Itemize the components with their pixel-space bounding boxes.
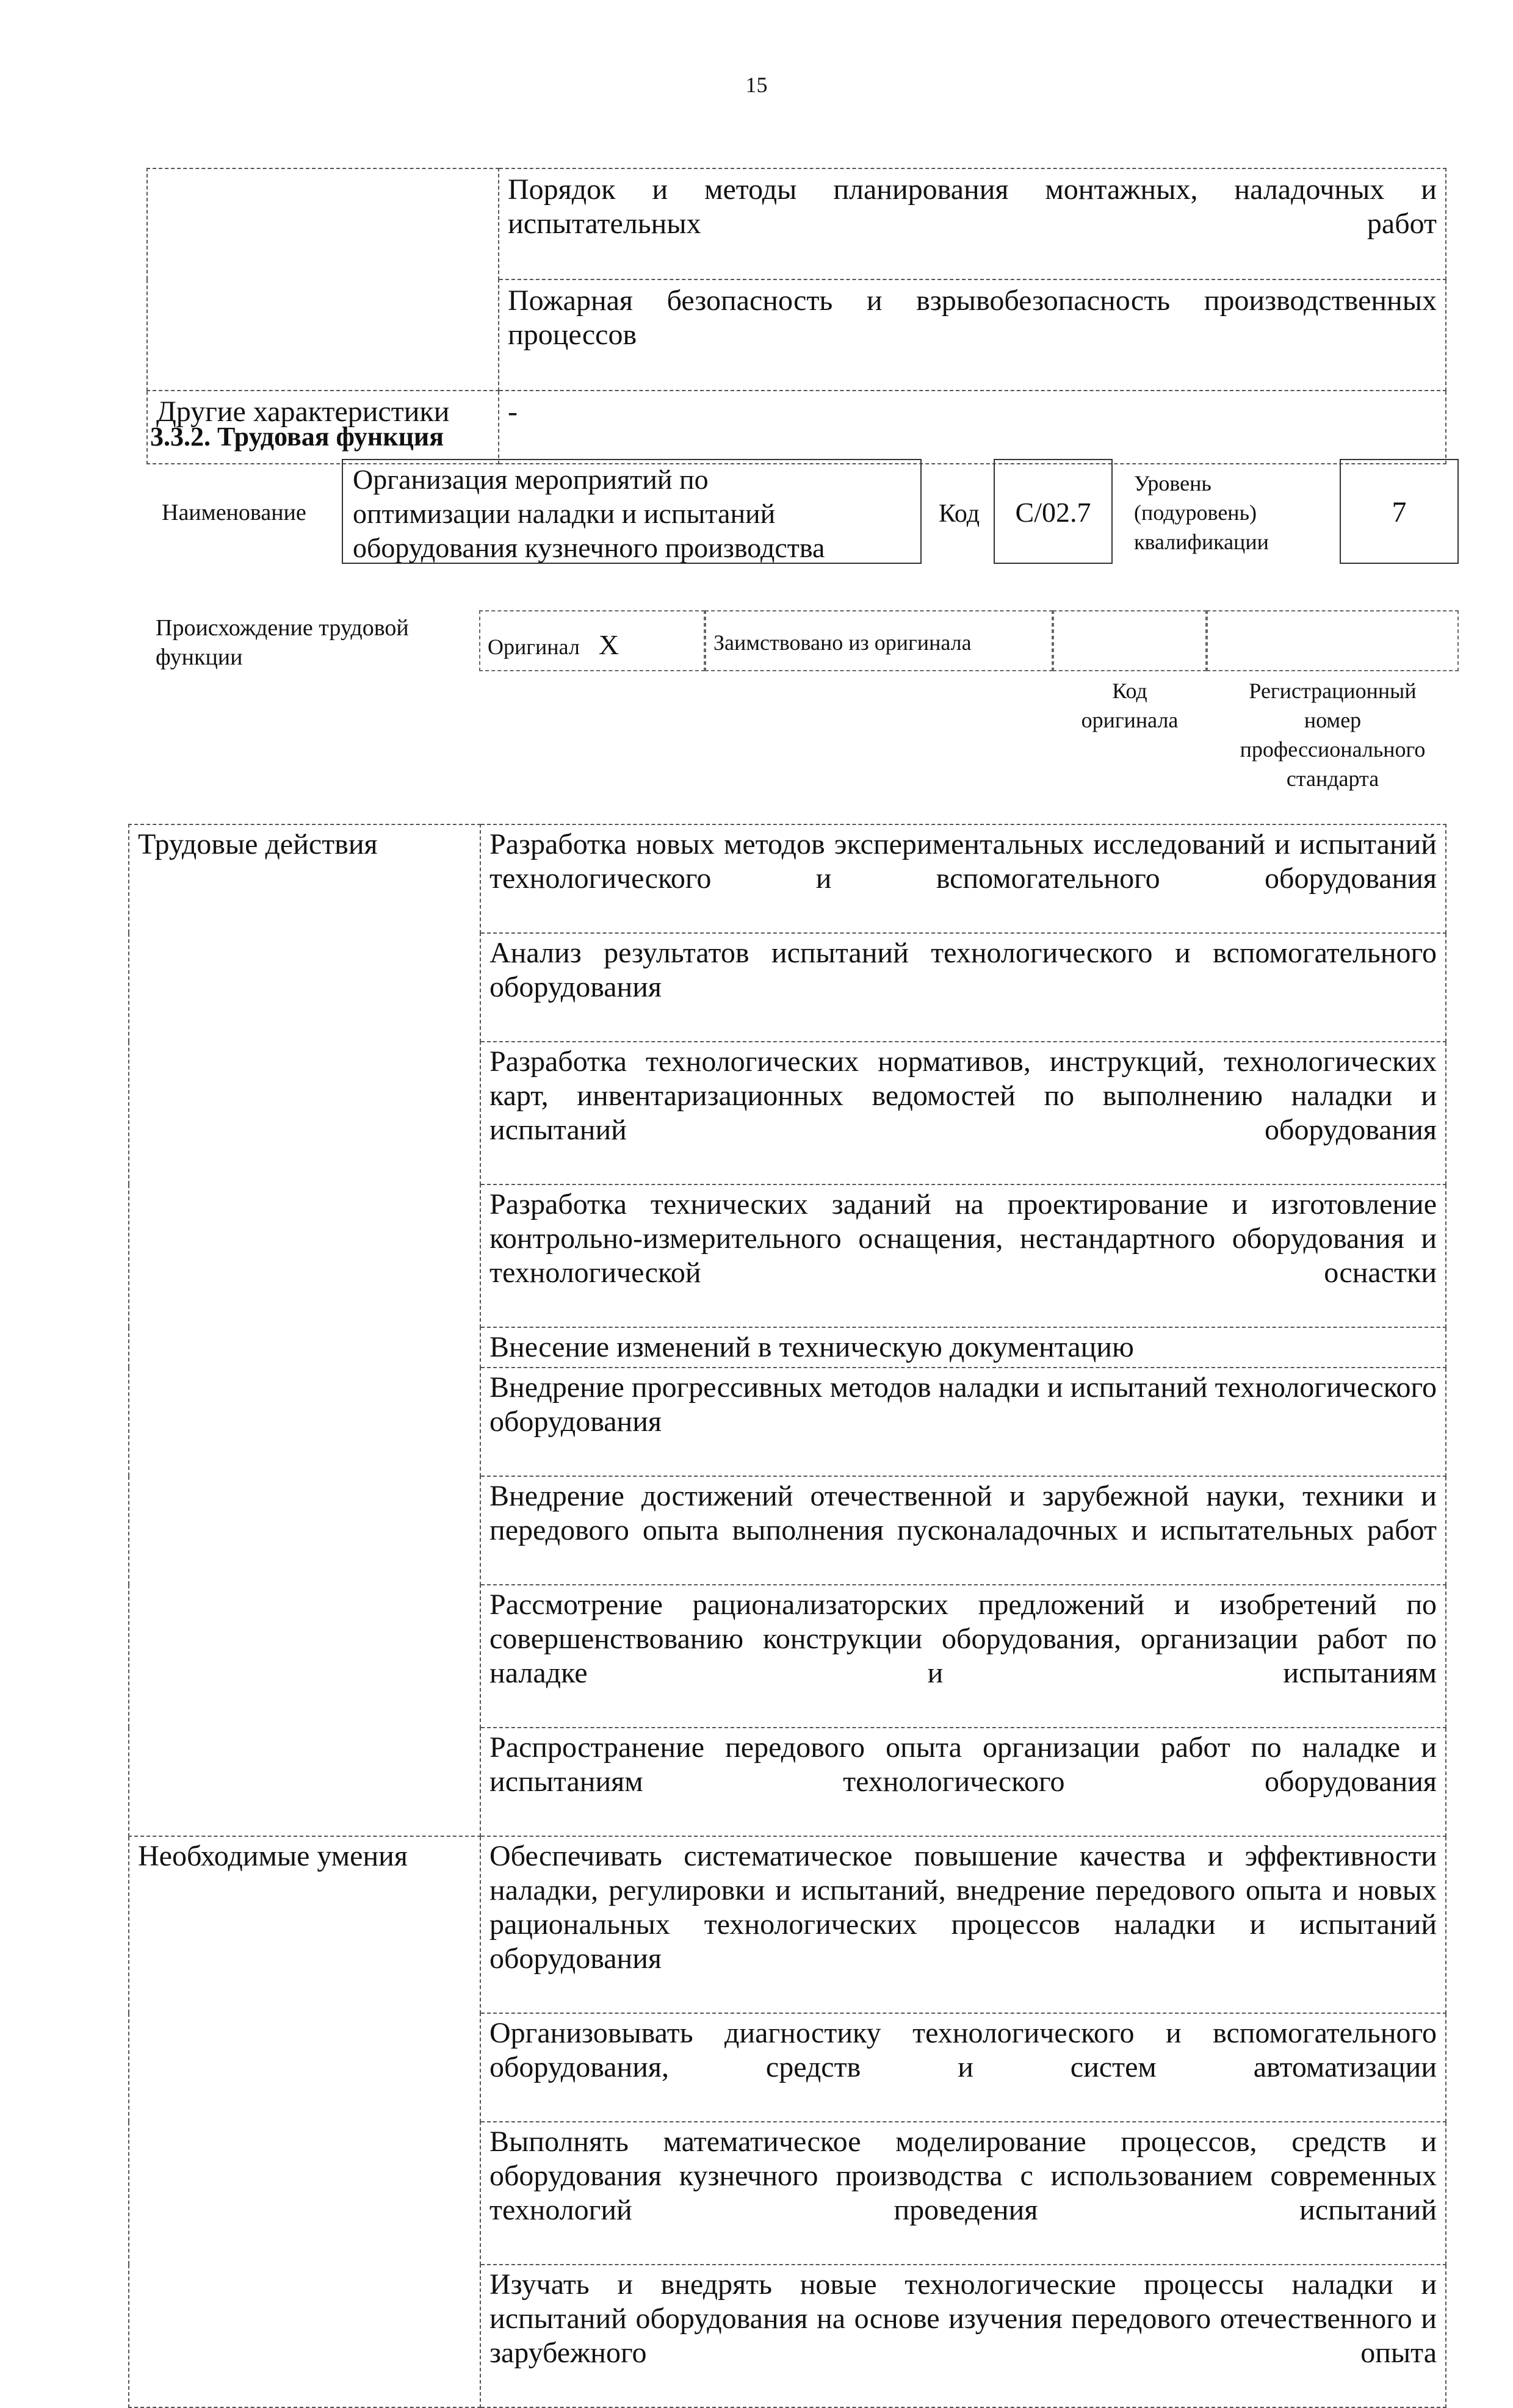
level-label-line: квалификации xyxy=(1134,530,1269,554)
table-cell: Внедрение прогрессивных методов наладки и испытаний технологического оборудования xyxy=(480,1368,1446,1476)
table-cell: - xyxy=(499,391,1446,464)
table-cell: Разработка новых методов экспериментальных исследований и испытаний технологического и вспомогательного оборудования xyxy=(480,824,1446,933)
level-label-line: (подуровень) xyxy=(1134,500,1257,525)
section-heading: 3.3.2. Трудовая функция xyxy=(150,422,444,452)
table-cell: Внесение изменений в техническую документацию xyxy=(480,1327,1446,1368)
row-label: Необходимые умения xyxy=(129,1836,480,2407)
function-name-line: оборудования кузнечного производства xyxy=(353,532,825,563)
table-cell: Внедрение достижений отечественной и зарубежной науки, техники и передового опыта выполнения пусконаладочных и испытательных работ xyxy=(480,1476,1446,1585)
table-row xyxy=(129,1836,1446,2013)
table-cell: Рассмотрение рационализаторских предложений и изобретений по совершенствованию конструкции оборудования, организации работ по наладке и испытаниям xyxy=(480,1585,1446,1728)
table-cell: Разработка технических заданий на проектирование и изготовление контрольно-измерительного оснащения, нестандартного оборудования и технологической оснастки xyxy=(480,1184,1446,1327)
row-label xyxy=(147,168,499,391)
top-table xyxy=(146,168,1446,464)
origin-label-line: функции xyxy=(156,644,243,670)
page-number: 15 xyxy=(745,73,768,97)
caption-line: Код xyxy=(1112,679,1147,703)
borrowed-box: Заимствовано из оригинала xyxy=(705,610,1053,671)
row-label: Другие характеристики xyxy=(147,391,499,464)
name-label: Наименование xyxy=(162,500,306,525)
caption-line: номер xyxy=(1304,708,1362,732)
table-row xyxy=(147,168,1446,279)
table-cell: Обеспечивать систематическое повышение качества и эффективности наладки, регулировки и испытаний, внедрение передового опыта и новых рациональных технологических процессов наладки и испытаний оборудования xyxy=(480,1836,1446,2013)
original-box xyxy=(479,610,705,671)
level-label xyxy=(1134,469,1269,557)
table-cell: Разработка технологических нормативов, инструкций, технологических карт, инвентаризационных ведомостей по выполнению наладки и испытаний оборудования xyxy=(480,1042,1446,1184)
original-code-box xyxy=(1053,610,1207,671)
caption-line: оригинала xyxy=(1081,708,1179,732)
original-label: Оригинал xyxy=(488,635,580,659)
table-cell: Анализ результатов испытаний технологического и вспомогательного оборудования xyxy=(480,933,1446,1042)
code-value-box: С/02.7 xyxy=(994,459,1113,564)
function-name-line: оптимизации наладки и испытаний xyxy=(353,498,776,529)
table-cell: Порядок и методы планирования монтажных, наладочных и испытательных работ xyxy=(499,168,1446,279)
table-cell: Организовывать диагностику технологического и вспомогательного оборудования, средств и систем автоматизации xyxy=(480,2013,1446,2122)
table-row xyxy=(129,824,1446,933)
code-label: Код xyxy=(939,500,980,528)
main-table xyxy=(128,824,1446,2408)
level-label-line: Уровень xyxy=(1134,471,1211,496)
caption-line: Регистрационный xyxy=(1249,679,1417,703)
caption-line: стандарта xyxy=(1286,766,1379,791)
function-name-line: Организация мероприятий по xyxy=(353,464,709,495)
registration-number-box xyxy=(1207,610,1459,671)
table-cell: Пожарная безопасность и взрывобезопасность производственных процессов xyxy=(499,279,1446,391)
original-mark: X xyxy=(598,629,619,660)
caption-line: профессионального xyxy=(1240,737,1426,762)
table-cell: Выполнять математическое моделирование процессов, средств и оборудования кузнечного производства с использованием современных технологий проведения испытаний xyxy=(480,2122,1446,2265)
function-name-box xyxy=(342,459,922,564)
table-cell: Распространение передового опыта организации работ по наладке и испытаниям технологического оборудования xyxy=(480,1728,1446,1836)
level-value-box: 7 xyxy=(1340,459,1459,564)
origin-label-line: Происхождение трудовой xyxy=(156,615,409,641)
registration-number-caption xyxy=(1207,676,1459,793)
origin-label xyxy=(156,613,409,672)
table-cell: Изучать и внедрять новые технологические процессы наладки и испытаний оборудования на основе изучения передового отечественного и зарубежного опыта xyxy=(480,2265,1446,2407)
original-code-caption xyxy=(1053,676,1207,735)
row-label: Трудовые действия xyxy=(129,824,480,1836)
